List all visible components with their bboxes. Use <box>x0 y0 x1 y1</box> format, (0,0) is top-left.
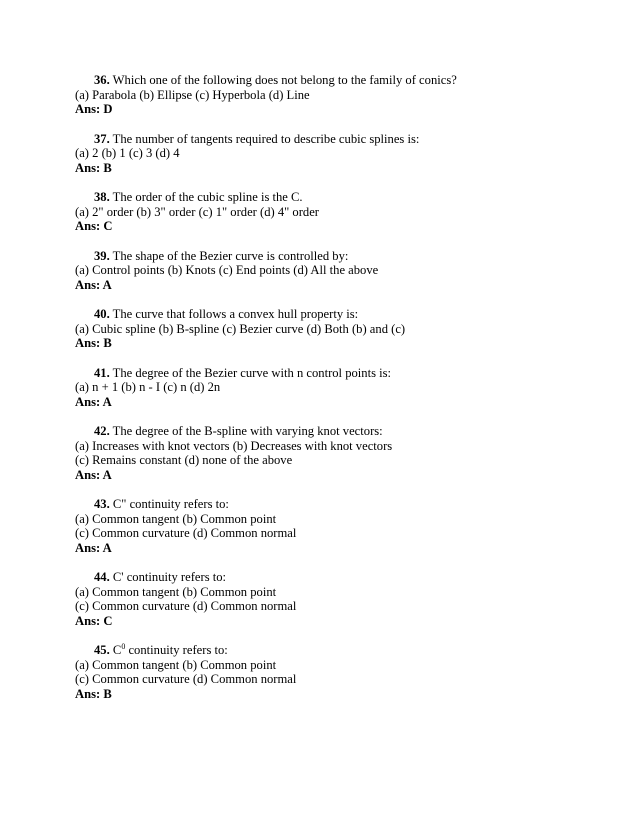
answer-key: Ans: B <box>75 336 112 350</box>
question-text <box>75 366 615 381</box>
answer-key: Ans: C <box>75 613 113 628</box>
answer-options: (a) 2 (b) 1 (c) 3 (d) 4 <box>75 146 180 160</box>
answer-options: (a) Control points (b) Knots (c) End points (d) All the above <box>75 263 379 277</box>
question-prompt: The number of tangents required to describe cubic splines is: <box>109 131 420 146</box>
question-text <box>75 643 615 658</box>
answer-options: (a) Parabola (b) Ellipse (c) Hyperbola (d) Line <box>75 87 310 102</box>
answer-key: Ans: A <box>75 277 112 292</box>
question-prompt: C <box>109 643 122 657</box>
question-text <box>75 190 615 205</box>
question-number: 43. <box>94 497 110 511</box>
answer-key: Ans: A <box>75 467 112 482</box>
answer-options: (a) Increases with knot vectors (b) Decreases with knot vectors <box>75 438 393 453</box>
answer-options: (a) Cubic spline (b) B-spline (c) Bezier curve (d) Both (b) and (c) <box>75 321 406 336</box>
answer-key: Ans: D <box>75 102 113 116</box>
question-42 <box>75 424 615 482</box>
answer-options: (a) Common tangent (b) Common point <box>75 657 277 672</box>
question-prompt: The shape of the Bezier curve is controlled by: <box>109 248 349 263</box>
answer-options: (a) 2" order (b) 3" order (c) 1" order (d) 4" order <box>75 204 319 219</box>
answer-key: Ans: B <box>75 686 112 701</box>
answer-key: Ans: A <box>75 394 112 409</box>
question-38 <box>75 190 615 234</box>
question-44 <box>75 570 615 628</box>
question-43 <box>75 497 615 555</box>
question-prompt: C" continuity refers to: <box>109 497 229 511</box>
answer-options: (a) Common tangent (b) Common point <box>75 584 277 599</box>
question-number: 37. <box>94 131 110 146</box>
question-prompt: The curve that follows a convex hull property is: <box>109 307 359 321</box>
question-text <box>75 424 615 439</box>
question-number: 38. <box>94 190 110 204</box>
question-number: 40. <box>94 307 110 321</box>
question-number: 42. <box>94 424 110 438</box>
question-text <box>75 570 615 585</box>
question-prompt: Which one of the following does not belong to the family of conics? <box>109 73 457 87</box>
answer-key: Ans: B <box>75 160 112 175</box>
question-prompt-suffix: continuity refers to: <box>125 643 228 657</box>
answer-options: (c) Common curvature (d) Common normal <box>75 672 297 686</box>
question-text <box>75 497 615 512</box>
answer-options: (c) Common curvature (d) Common normal <box>75 526 297 540</box>
question-prompt: The degree of the Bezier curve with n control points is: <box>109 365 392 380</box>
question-prompt: C' continuity refers to: <box>109 570 227 584</box>
answer-key: Ans: C <box>75 219 113 233</box>
answer-options: (a) Common tangent (b) Common point <box>75 511 277 526</box>
question-40 <box>75 307 615 351</box>
question-text <box>75 307 615 322</box>
question-number: 39. <box>94 248 110 263</box>
question-45 <box>75 643 615 701</box>
question-text <box>75 132 615 147</box>
answer-options: (a) n + 1 (b) n - I (c) n (d) 2n <box>75 380 221 394</box>
question-37 <box>75 132 615 176</box>
answer-options: (c) Common curvature (d) Common normal <box>75 599 297 613</box>
answer-options: (c) Remains constant (d) none of the above <box>75 453 293 467</box>
question-number: 36. <box>94 73 110 87</box>
question-41 <box>75 366 615 410</box>
answer-key: Ans: A <box>75 540 112 555</box>
document-page <box>75 73 615 716</box>
superscript: 0 <box>121 642 126 651</box>
question-number: 45. <box>94 643 110 657</box>
question-39 <box>75 249 615 293</box>
question-number: 44. <box>94 570 110 584</box>
question-prompt: The degree of the B-spline with varying knot vectors: <box>109 424 383 438</box>
question-36 <box>75 73 615 117</box>
question-prompt: The order of the cubic spline is the C. <box>109 190 303 204</box>
question-text <box>75 73 615 88</box>
question-number: 41. <box>94 365 110 380</box>
question-text <box>75 249 615 264</box>
